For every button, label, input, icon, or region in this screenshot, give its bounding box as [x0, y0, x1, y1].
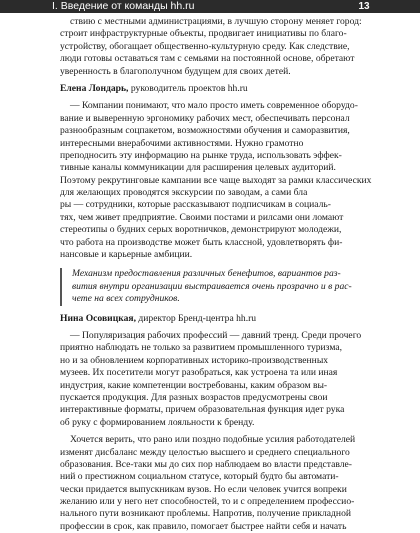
text-line: для желающих проводятся экскурсии по заводам, а сами бла [60, 187, 308, 199]
text-line: профессии в срок, как правило, помогает быстрее найти себя и начать [60, 520, 347, 532]
text-line: тивные каналы коммуникации для расширения целевых аудиторий. [60, 162, 336, 174]
text-line: чески придается выпускникам вузов. Но если человек учится вопреки [60, 483, 347, 495]
text-line: нального пути возникают проблемы. Напротив, получение прикладной [60, 508, 352, 520]
text-line: — Компании понимают, что мало просто иметь современное оборудо- [70, 100, 358, 112]
paragraph [60, 100, 378, 261]
page-header [0, 0, 420, 13]
page-number: 13 [358, 1, 370, 12]
speaker-name: Елена Лондарь, [60, 82, 129, 94]
text-line: образования. Все-таки мы до сих пор наблюдаем во власти представле- [60, 458, 352, 470]
text-line: интересными внерабочими активностями. Нужно грамотно [60, 137, 304, 149]
text-line: изменят дисбаланс между целостью высшего и среднего специального [60, 446, 350, 458]
text-line: об руку с формированием лояльности к бренду. [60, 416, 255, 428]
text-line: Хочется верить, что рано или поздно подобные усилия работодателей [70, 434, 356, 446]
text-line: устройству, обогащает общественно-культурную среду. Как следствие, [60, 40, 350, 52]
text-line: пускается продукция. Для разных возрастов предусмотрены свои [60, 391, 328, 403]
text-line: Поэтому рекрутинговые кампании все чаще выходят за рамки классических [60, 174, 372, 186]
text-line: ры — сотрудники, которые рассказывают подписчикам в социаль- [60, 199, 331, 211]
text-line: вание и выверенную эргономику рабочих мест, обеспечивать персонал [60, 112, 350, 124]
speaker-role: руководитель проектов hh.ru [128, 82, 248, 94]
paragraph [60, 330, 378, 429]
text-line: но и за обновлением корпоративных историко-производственных [60, 354, 329, 366]
paragraph [60, 16, 378, 78]
text-line: индустрия, какие компетенции востребованы, каким образом вы- [60, 379, 328, 391]
text-line: чете на всех сотрудников. [72, 293, 180, 305]
text-line: разнообразным соцпакетом, возможностями обучения и саморазвития, [60, 125, 350, 137]
paragraph [60, 434, 378, 533]
text-line: ствию с местными администрациями, в лучшую сторону меняет город: [70, 16, 362, 27]
paragraph-gap [60, 261, 378, 266]
speaker-line [60, 313, 378, 325]
callout-quote [60, 268, 378, 305]
text-line: вития внутри организации выстраивается очень прозрачно и в рас- [72, 280, 352, 292]
text-line: уверенность в благополучном будущем для своих детей. [60, 65, 291, 77]
text-line: люди готовы оставаться там с семьями на постоянной основе, обретают [60, 53, 355, 65]
text-line: преподносить эту информацию на рынке труда, использовать эффек- [60, 149, 342, 161]
speaker-name: Нина Осовицкая, [60, 312, 136, 324]
text-line: ний о престижном социальном статусе, который будто бы автомати- [60, 471, 339, 483]
speaker-role: директор Бренд-центра hh.ru [136, 312, 257, 324]
text-line: что работа на производстве может быть классной, удовлетворять фи- [60, 236, 343, 248]
chapter-title: I. Введение от команды hh.ru [52, 0, 195, 12]
text-line: музеев. Их посетители могут разобраться, как устроена та или иная [60, 367, 338, 379]
text-line: — Популяризация рабочих профессий — давний тренд. Среди прочего [70, 329, 362, 341]
text-line: стереотипы о будних серых воротничков, демонстрируют молодежи, [60, 224, 342, 236]
page-body [60, 16, 378, 532]
speaker-line [60, 83, 378, 95]
text-line: интерактивные форматы, причем образовательная функция идет рука [60, 404, 345, 416]
text-line: строит инфраструктурные объекты, продвигает инициативы по благо- [60, 28, 347, 40]
text-line: тях, чем живет предприятие. Своими постами и рилсами они ломают [60, 211, 344, 223]
text-line: желанию или у него нет способностей, то и с определением профессио- [60, 496, 355, 508]
text-line: Механизм предоставления различных бенефитов, вариантов раз- [72, 268, 341, 280]
text-line: нансовые и карьерные амбиции. [60, 249, 193, 261]
text-line: приятно наблюдать не только за развитием промышленного туризма, [60, 342, 342, 354]
